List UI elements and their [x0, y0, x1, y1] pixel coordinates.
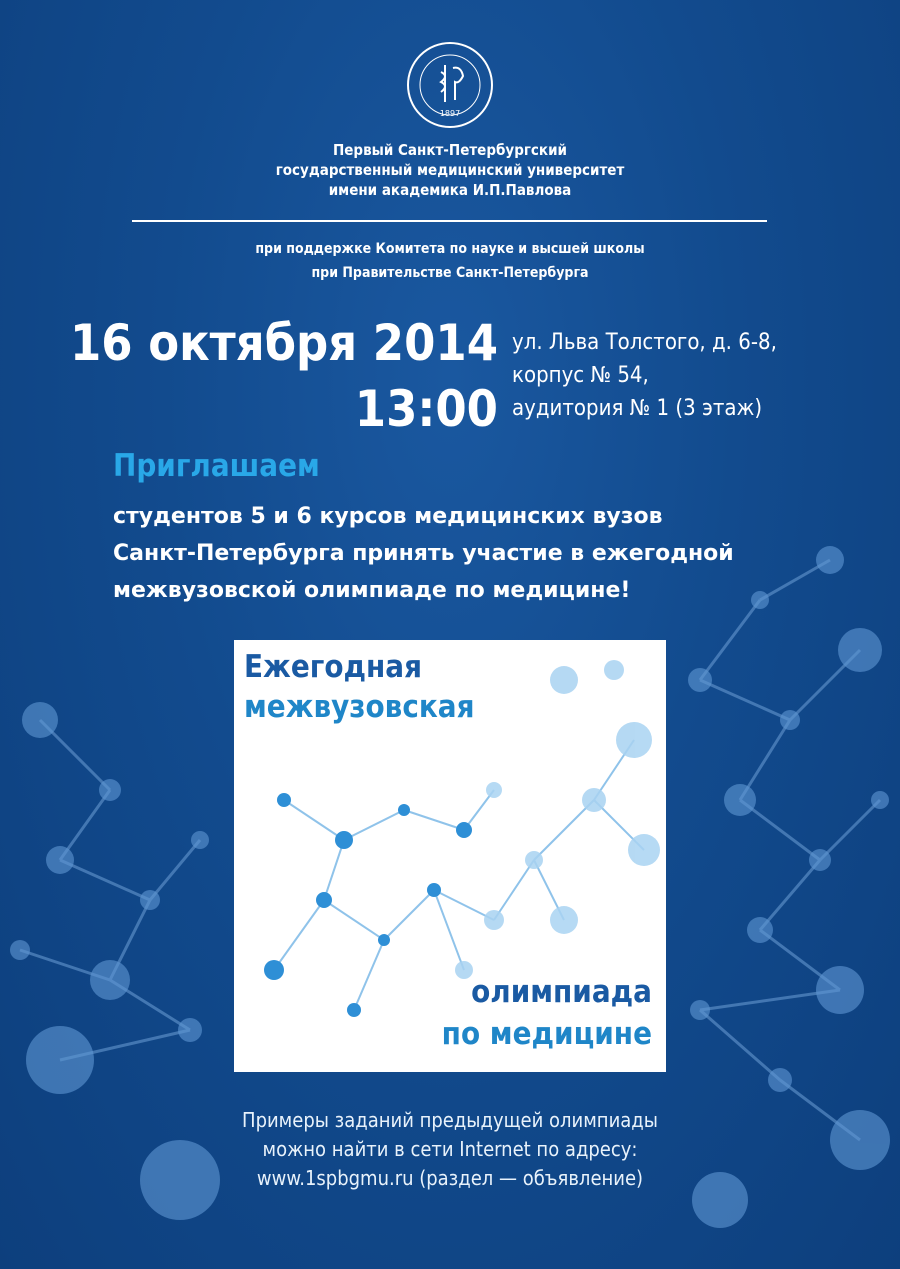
- address-line: аудитория № 1 (3 этаж): [512, 396, 763, 421]
- invitation-line: студентов 5 и 6 курсов медицинских вузов: [113, 504, 663, 529]
- event-address: [512, 326, 777, 425]
- invitation-line: Санкт-Петербурга принять участие в ежегодной: [113, 541, 734, 566]
- card-title-line-4: по медицине: [441, 1016, 652, 1052]
- olympiad-card: [234, 640, 666, 1072]
- invitation-line: межвузовской олимпиаде по медицине!: [113, 578, 631, 603]
- footer-line: можно найти в сети Internet по адресу:: [262, 1137, 638, 1161]
- university-emblem-icon: [405, 40, 495, 130]
- invitation-text: [113, 498, 734, 609]
- header-divider: [132, 220, 767, 222]
- footer-url-line[interactable]: www.1spbgmu.ru (раздел — объявление): [256, 1166, 644, 1190]
- support-statement: [150, 237, 750, 285]
- footer-line: Примеры заданий предыдущей олимпиады: [242, 1108, 658, 1132]
- card-title-line-1: Ежегодная: [244, 649, 422, 685]
- card-title-line-2: межвузовская: [244, 689, 475, 725]
- organizer-line: государственный медицинский университет: [275, 161, 625, 179]
- card-title-line-3: олимпиада: [471, 974, 652, 1010]
- address-line: ул. Льва Толстого, д. 6-8,: [512, 330, 777, 355]
- event-time: 13:00: [354, 380, 498, 438]
- emblem-year: 1897: [439, 109, 461, 118]
- support-line: при Правительстве Санкт-Петербурга: [311, 265, 589, 281]
- address-line: корпус № 54,: [512, 363, 649, 388]
- support-line: при поддержке Комитета по науке и высшей школы: [255, 241, 645, 257]
- organizer-name: [150, 140, 750, 200]
- organizer-line: имени академика И.П.Павлова: [328, 181, 572, 199]
- organizer-line: Первый Санкт-Петербургский: [332, 141, 568, 159]
- footer-note: [150, 1106, 750, 1193]
- invitation-heading: Приглашаем: [113, 448, 320, 484]
- event-date: 16 октября 2014: [69, 314, 498, 372]
